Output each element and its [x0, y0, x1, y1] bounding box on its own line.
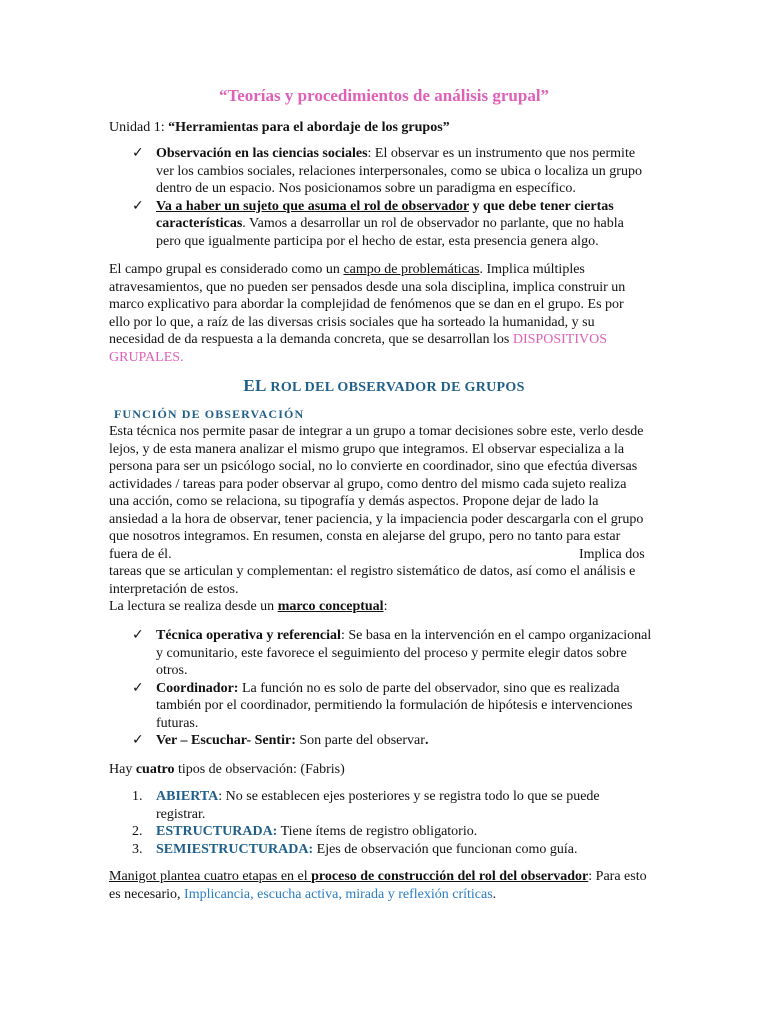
item-text: ver los cambios sociales, relaciones interpersonales, como se ubica o localiza un grupo [156, 163, 642, 179]
list-item [132, 788, 660, 823]
item-text: registrar. [156, 806, 206, 822]
subsection-heading: FUNCIÓN DE OBSERVACIÓN [114, 407, 305, 421]
funcion-paragraph [109, 423, 669, 616]
item-text: Tiene ítems de registro obligatorio. [277, 824, 478, 839]
item-text: Son parte del observar [295, 733, 425, 748]
text: interpretación de estos. [109, 581, 239, 597]
item-text: : No se establecen ejes posteriores y se registra todo lo que se puede [218, 789, 600, 804]
item-bold: . [424, 733, 429, 748]
text: tipos de observación: (Fabris) [174, 762, 345, 777]
item-text: La función no es solo de parte del observador, sino que es realizada [238, 680, 620, 696]
text: atravesamientos, que no pueden ser pensados desde una sola disciplina, implica construir un [109, 279, 626, 295]
item-bold: características [156, 216, 243, 231]
text: marco explicativo para abordar la complejidad de fenómenos que se dan en el grupo. Es por [109, 297, 624, 312]
list-item [132, 841, 660, 859]
section-heading-rest: ROL DEL OBSERVADOR DE GRUPOS [266, 380, 525, 395]
item-text: pero que igualmente participa por el hecho de estar, esta presencia genera algo. [156, 233, 599, 249]
unit-heading [109, 119, 669, 137]
item-label: ESTRUCTURADA: [156, 824, 278, 839]
checkmark-icon: ✓ [132, 679, 144, 696]
item-bold: Ver – Escuchar- Sentir: [156, 733, 296, 748]
underlined-bold-text: marco conceptual [277, 599, 384, 614]
item-text: otros. [156, 663, 188, 678]
checkmark-icon: ✓ [132, 197, 144, 214]
bold-text: cuatro [135, 762, 175, 777]
item-text: también por el coordinador, permitiendo la formulación de hipótesis e intervenciones [156, 698, 633, 713]
text: necesidad de da respuesta a la demanda concreta, que se desarrollan los [109, 332, 513, 347]
list-item [132, 823, 660, 841]
item-bold: Coordinador: [156, 680, 239, 696]
numbered-list [132, 788, 660, 858]
text: actividades / tareas para poder observar al grupo, como dentro del mismo cada sujeto realiza [109, 476, 627, 492]
underlined-text: campo de problemáticas [343, 262, 480, 277]
list-item [132, 627, 660, 680]
checkmark-icon: ✓ [132, 627, 144, 643]
list-item [132, 732, 660, 750]
highlight-text: Implicancia, escucha activa, mirada y reflexión críticas [184, 886, 493, 902]
text: que nosotros integramos. En resumen, consta en alejarse del grupo, pero no tanto para estar [109, 529, 621, 544]
item-text: dentro de un espacio. Nos posicionamos sobre un paradigma en específico. [156, 181, 576, 196]
text: fuera de él. [109, 546, 172, 562]
text: Esta técnica nos permite pasar de integrar a un grupo a tomar decisiones sobre este, verlo desde [109, 424, 644, 439]
document-title: “Teorías y procedimientos de análisis grupal” [218, 86, 550, 105]
text: : Para esto [588, 869, 647, 884]
text: . Implica múltiples [479, 262, 585, 277]
item-text: y comunitario, este favorece el seguimiento del proceso y permite elegir datos sobre [156, 645, 627, 661]
list-item [132, 198, 660, 251]
item-text: futuras. [156, 715, 199, 731]
campo-paragraph [109, 261, 669, 366]
tipos-paragraph [109, 761, 669, 779]
bullet-list-1 [132, 145, 660, 250]
list-item [132, 680, 660, 733]
checkmark-icon: ✓ [132, 732, 144, 748]
text: Hay [109, 762, 136, 777]
text: La lectura se realiza desde un [109, 599, 278, 614]
item-bold: Técnica operativa y referencial [156, 628, 341, 643]
list-item [132, 145, 660, 198]
text: El campo grupal es considerado como un [109, 262, 344, 277]
text: persona para ser un psicólogo social, no lo convierte en coordinador, sino que efectúa diversas [109, 459, 638, 474]
text: ansiedad a la hora de observar, tener paciencia, y la impaciencia poder descargarla con el grupo [109, 511, 644, 527]
text: . [492, 886, 497, 902]
highlight-text: GRUPALES. [109, 349, 184, 365]
text: tareas que se articulan y complementan: el registro sistemático de datos, así como el análisis e [109, 564, 636, 579]
item-label: SEMIESTRUCTURADA: [156, 841, 314, 857]
list-number: 3. [132, 841, 143, 857]
item-text: . Vamos a desarrollar un rol de observador no parlante, que no habla [242, 216, 624, 231]
unit-prefix: Unidad 1: [109, 120, 169, 135]
item-bold: y que debe tener ciertas [468, 198, 614, 214]
underlined-text: Manigot plantea cuatro etapas en el [109, 869, 312, 884]
manigot-paragraph [109, 868, 669, 903]
bullet-list-2 [132, 627, 660, 750]
item-text: : El observar es un instrumento que nos permite [367, 146, 636, 161]
list-number: 2. [132, 824, 143, 839]
highlight-text: DISPOSITIVOS [512, 332, 607, 347]
item-bold-underlined: Va a haber un sujeto que asuma el rol de observador [156, 198, 469, 214]
text: : [383, 599, 388, 614]
underlined-bold-text: proceso de construcción del rol del observador [311, 869, 589, 884]
section-heading-initial: EL [243, 376, 267, 395]
text: Implica dos [579, 546, 645, 562]
item-bold: Observación en las ciencias sociales [156, 146, 368, 161]
section-heading [0, 377, 768, 397]
item-label: ABIERTA [156, 789, 219, 804]
text: es necesario, [109, 886, 185, 902]
list-number: 1. [132, 789, 143, 804]
text: ello por lo que, a raíz de las diversas crisis sociales que ha sorteado la humanidad, y su [109, 314, 595, 330]
item-text: Ejes de observación que funcionan como guía. [313, 841, 578, 857]
unit-title: “Herramientas para el abordaje de los grupos” [168, 120, 450, 135]
item-text: : Se basa en la intervención en el campo organizacional [340, 628, 652, 643]
checkmark-icon: ✓ [132, 145, 144, 161]
text: lejos, y de esta manera analizar el mismo grupo que integramos. El observar especializa a la [109, 441, 625, 457]
text: una acción, como se relaciona, su tipografía y demás aspectos. Propone dejar de lado la [109, 494, 599, 509]
